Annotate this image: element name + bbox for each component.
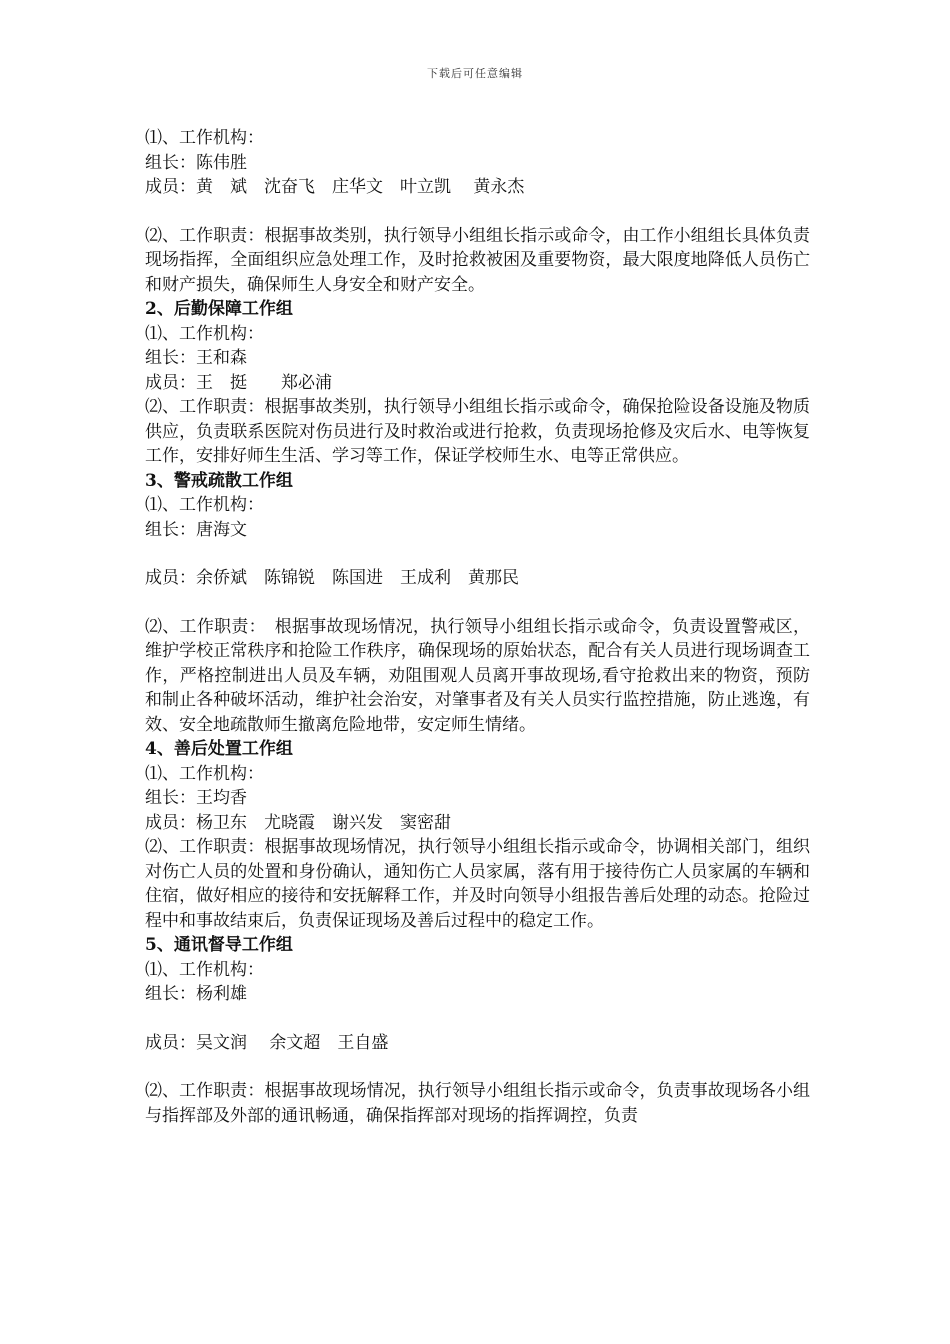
section2-org-label: ⑴、工作机构： [145, 323, 264, 344]
section4-org-label: ⑴、工作机构： [145, 763, 264, 784]
section3-duty: ⑵、工作职责： 根据事故现场情况，执行领导小组组长指示或命令，负责设置警戒区，维护学校正常秩序和抢险工作秩序，确保现场的原始状态，配合有关人员进行现场调查工作，严格控制进出人员及车辆，劝阻围观人员离开事故现场,看守抢救出来的物资，预防和制止各种破坏活动，维护社会治安，对肇事者及有关人员实行监控措施，防止逃逸，有效、安全地疏散师生撤离危险地带，安定师生情绪。 [145, 616, 810, 735]
section1-leader: 组长：陈伟胜 [145, 152, 247, 173]
section2-members: 成员：王 挺 郑必浦 [145, 372, 332, 393]
document-body [145, 126, 810, 1128]
section5-leader: 组长：杨利雄 [145, 984, 247, 1004]
section1-duty: ⑵、工作职责：根据事故类别，执行领导小组组长指示或命令，由工作小组组长具体负责现场指挥，全面组织应急处理工作，及时抢救被困及重要物资，最大限度地降低人员伤亡和财产损失，确保师生人身安全和财产安全。 [145, 225, 810, 295]
section2-duty: ⑵、工作职责：根据事故类别，执行领导小组组长指示或命令，确保抢险设备设施及物质供应，负责联系医院对伤员进行及时救治或进行抢救，负责现场抢修及灾后水、电等恢复工作，安排好师生生活、学习等工作，保证学校师生水、电等正常供应。 [145, 397, 810, 466]
spacer [145, 1007, 810, 1031]
section3-members: 成员：余侨斌 陈锦锐 陈国进 王成利 黄那民 [145, 568, 519, 588]
section4-leader: 组长：王均香 [145, 788, 247, 808]
section3-leader: 组长：唐海文 [145, 519, 247, 540]
section5-duty: ⑵、工作职责：根据事故现场情况，执行领导小组组长指示或命令，负责事故现场各小组与指挥部及外部的通讯畅通，确保指挥部对现场的指挥调控，负责 [145, 1081, 810, 1126]
section2-heading: 2、后勤保障工作组 [145, 299, 293, 319]
spacer [145, 591, 810, 615]
section5-heading: 5、通讯督导工作组 [145, 935, 293, 955]
spacer [145, 542, 810, 566]
section5-members: 成员：吴文润 余文超 王自盛 [145, 1032, 389, 1053]
section2-leader: 组长：王和森 [145, 348, 247, 368]
section3-org-label: ⑴、工作机构： [145, 495, 264, 515]
section1-org-label: ⑴、工作机构： [145, 128, 264, 148]
section4-heading: 4、善后处置工作组 [145, 739, 293, 759]
section5-org-label: ⑴、工作机构： [145, 959, 264, 980]
section1-members: 成员：黄 斌 沈奋飞 庄华文 叶立凯 黄永杰 [145, 177, 525, 197]
section4-members: 成员：杨卫东 尤晓霞 谢兴发 窦密甜 [145, 812, 451, 833]
header-note: 下载后可任意编辑 [427, 67, 523, 80]
section3-heading: 3、警戒疏散工作组 [145, 470, 293, 491]
spacer [145, 1055, 810, 1079]
spacer [145, 200, 810, 224]
section4-duty: ⑵、工作职责：根据事故现场情况，执行领导小组组长指示或命令，协调相关部门，组织对伤亡人员的处置和身份确认，通知伤亡人员家属，落有用于接待伤亡人员家属的车辆和住宿，做好相应的接待和安抚解释工作，并及时向领导小组报告善后处理的动态。抢险过程中和事故结束后，负责保证现场及善后过程中的稳定工作。 [145, 837, 810, 931]
